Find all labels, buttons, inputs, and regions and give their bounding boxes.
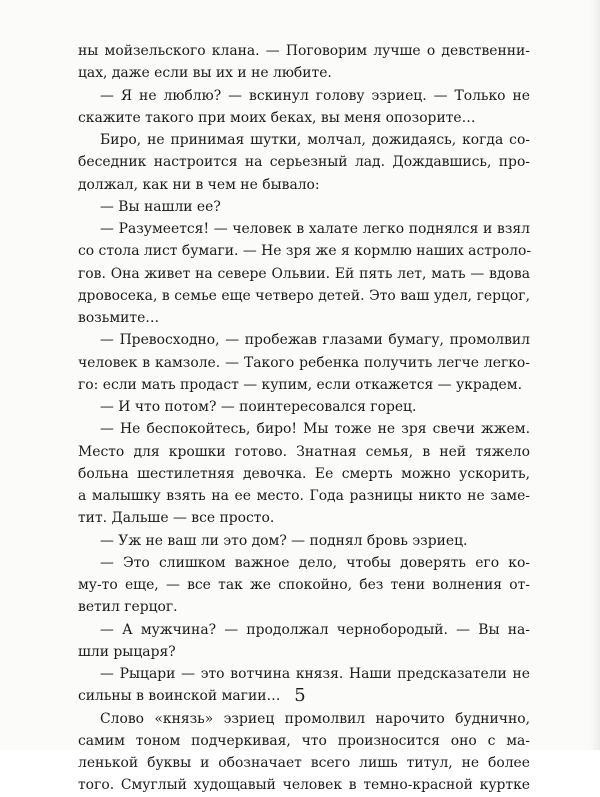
text-line: — Я не люблю? — вскинул голову эзриец. — Только не	[100, 87, 530, 104]
text-line: — Не беспокойтесь, биро! Мы тоже не зря свечи жжем.	[100, 421, 530, 438]
text-line: дровосека, в семье еще четверо детей. Это ваш удел, герцог,	[78, 287, 530, 304]
text-line: ветил герцог.	[78, 599, 178, 616]
text-line: того. Смуглый худощавый человек в темно-красной куртке	[78, 777, 530, 794]
text-line: тит. Дальше — все просто.	[78, 510, 275, 527]
text-line: сильны в воинской магии…	[78, 688, 281, 705]
body-text	[78, 40, 530, 797]
text-line: шли рыцаря?	[78, 643, 176, 660]
text-line: цах, даже если вы их и не любите.	[78, 65, 332, 82]
text-line: должал, как ни в чем не бывало:	[78, 176, 320, 193]
text-line: — Вы нашли ее?	[100, 198, 221, 215]
page-number: 5	[294, 685, 306, 706]
text-line: — А мужчина? — продолжал чернобородый. — Вы на-	[100, 621, 530, 638]
text-line: го: если мать продаст — купим, если откажется — украдем.	[78, 376, 522, 393]
text-line: гов. Она живет на севере Ольвии. Ей пять лет, мать — вдова	[78, 265, 530, 282]
text-line: — Уж не ваш ли это дом? — поднял бровь эзриец.	[100, 532, 468, 549]
text-line: человек в камзоле. — Такого ребенка получить легче легко-	[78, 354, 530, 371]
text-line: больна шестилетняя девочка. Ее смерть можно ускорить,	[78, 465, 530, 482]
text-line: скажите такого при моих беках, вы меня опозорите…	[78, 109, 476, 126]
text-line: беседник настроится на серьезный лад. Дождавшись, про-	[78, 154, 530, 171]
text-line: ны мойзельского клана. — Поговорим лучше о девственни-	[78, 43, 530, 59]
text-line: самим тоном подчеркивая, что произносится оно с ма-	[78, 732, 530, 749]
text-line: — Это слишком важное дело, чтобы доверять его ко-	[100, 554, 530, 571]
text-line: — Превосходно, — пробежав глазами бумагу, промолвил	[100, 332, 530, 349]
text-line: а малышку взять на ее место. Года разницы никто не заме-	[78, 488, 530, 504]
text-line: возьмите…	[78, 310, 160, 326]
text-line: Место для крошки готово. Знатная семья, в ней тяжело	[78, 443, 530, 460]
text-line: Биро, не принимая шутки, молчал, дожидаясь, когда со-	[100, 132, 530, 148]
text-line: Слово «князь» эзриец промолвил нарочито буднично,	[100, 710, 530, 727]
page-edge-shadow	[590, 0, 600, 750]
text-line: со стола лист бумаги. — Не зря же я кормлю наших астроло-	[78, 243, 532, 260]
text-line: му-то еще, — все так же спокойно, без тени волнения от-	[78, 577, 530, 593]
text-line: — Разумеется! — человек в халате легко поднялся и взял	[100, 221, 530, 237]
text-line: ленькой буквы и обозначает всего лишь титул, не более	[78, 755, 530, 771]
text-line: — Рыцари — это вотчина князя. Наши предсказатели не	[100, 666, 530, 682]
text-line: — И что потом? — поинтересовался горец.	[100, 399, 417, 415]
